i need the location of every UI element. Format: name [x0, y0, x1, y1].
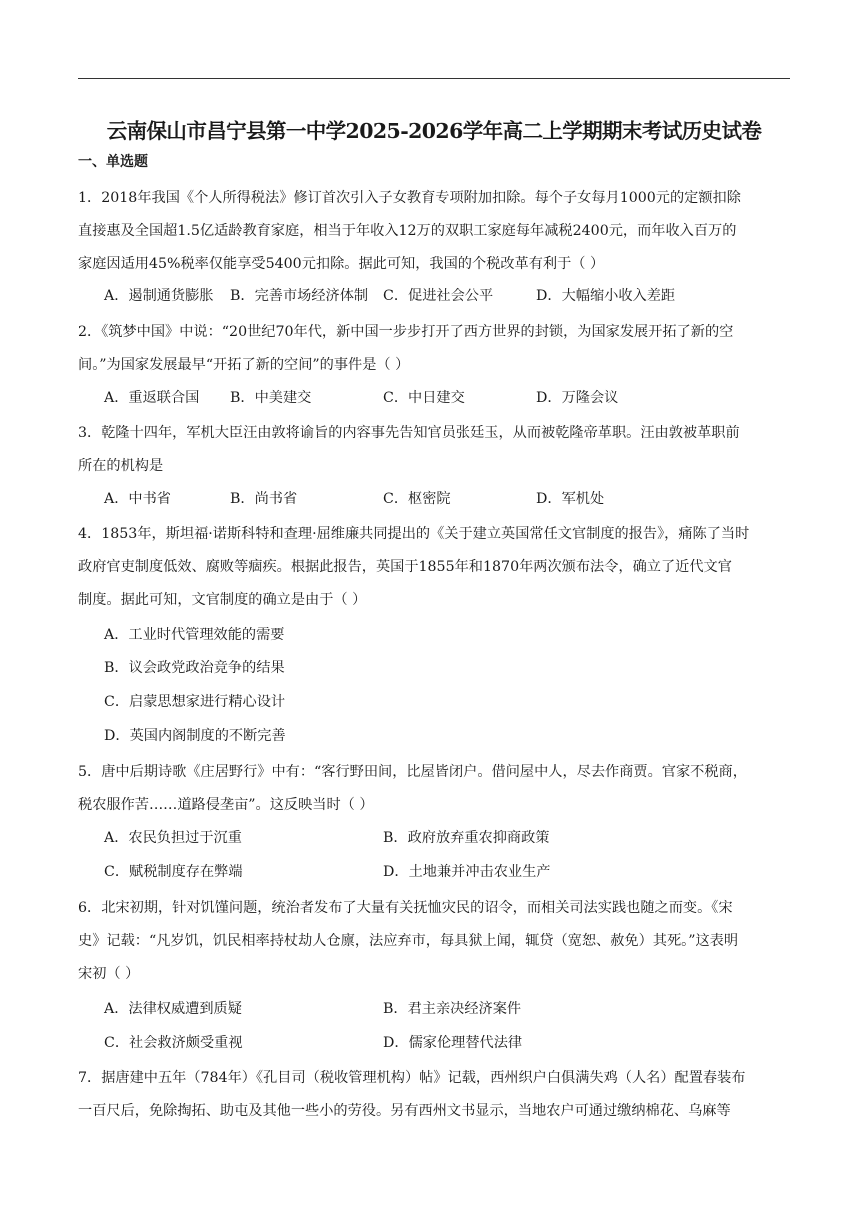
question-7-line-1: 7．据唐建中五年（784年）《孔目司（税收管理机构）帖》记载，西州织户白俱满失鸡（人名）配置春装布: [78, 1070, 746, 1086]
question-5-option-a: A．农民负担过于沉重: [104, 830, 242, 846]
question-4-line-1: 4．1853年，斯坦福·诺斯科特和查理·屈维廉共同提出的《关于建立英国常任文官制度的报告》，痛陈了当时: [78, 526, 750, 542]
question-4-line-3: 制度。据此可知，文官制度的确立是由于（ ）: [78, 592, 367, 608]
question-6-line-2: 史》记载：“凡岁饥，饥民相率持杖劫人仓廪，法应弃市，每具狱上闻，辄贷（宽恕、赦免）其死。”这表明: [78, 933, 739, 949]
question-6-line-1: 6．北宋初期，针对饥馑问题，统治者发布了大量有关抚恤灾民的诏令，而相关司法实践也随之而变。《宋: [78, 900, 733, 916]
question-3-line-2: 所在的机构是: [78, 458, 164, 474]
question-2-option-c: C．中日建交: [383, 390, 465, 406]
question-6-option-b: B．君主亲决经济案件: [383, 1001, 522, 1017]
question-6-option-d: D．儒家伦理替代法律: [383, 1035, 523, 1051]
question-1-option-b: B．完善市场经济体制: [230, 288, 369, 304]
section-heading: 一、单选题: [78, 154, 148, 170]
question-3-option-b: B．尚书省: [230, 491, 298, 507]
question-6-line-3: 宋初（ ）: [78, 966, 140, 982]
question-2-line-1: 2．《筑梦中国》中说：“20世纪70年代，新中国一步步打开了西方世界的封锁，为国家发展开拓了新的空: [78, 324, 734, 340]
question-4-line-2: 政府官吏制度低效、腐败等痼疾。根据此报告，英国于1855年和1870年两次颁布法令，确立了近代文官: [78, 559, 732, 575]
question-3-option-d: D．军机处: [536, 491, 605, 507]
question-1-line-3: 家庭因适用45%税率仅能享受5400元扣除。据此可知，我国的个税改革有利于（ ）: [78, 256, 605, 272]
question-6-option-c: C．社会救济颇受重视: [104, 1035, 243, 1051]
question-1-option-d: D．大幅缩小收入差距: [536, 288, 676, 304]
question-3-option-c: C．枢密院: [383, 491, 451, 507]
question-4-option-b: B．议会政党政治竞争的结果: [104, 660, 285, 676]
question-3-line-1: 3．乾隆十四年，军机大臣汪由敦将谕旨的内容事先告知官员张廷玉，从而被乾隆帝革职。汪由敦被革职前: [78, 425, 740, 441]
question-2-option-b: B．中美建交: [230, 390, 312, 406]
question-4-option-d: D．英国内阁制度的不断完善: [104, 728, 286, 744]
question-2-line-2: 间。”为国家发展最早“开拓了新的空间”的事件是（ ）: [78, 357, 410, 373]
question-6-option-a: A．法律权威遭到质疑: [104, 1001, 242, 1017]
question-1-option-c: C．促进社会公平: [383, 288, 494, 304]
question-4-option-a: A．工业时代管理效能的需要: [104, 627, 285, 643]
question-5-option-b: B．政府放弃重农抑商政策: [383, 830, 550, 846]
question-1-line-2: 直接惠及全国超1.5亿适龄教育家庭，相当于年收入12万的双职工家庭每年减税2400元，而年收入百万的: [78, 223, 737, 239]
question-5-option-d: D．土地兼并冲击农业生产: [383, 864, 551, 880]
question-1-line-1: 1．2018年我国《个人所得税法》修订首次引入子女教育专项附加扣除。每个子女每月1000元的定额扣除: [78, 190, 741, 206]
question-5-line-2: 税农服作苦……道路侵垄亩”。这反映当时（ ）: [78, 797, 374, 813]
question-5-line-1: 5．唐中后期诗歌《庄居野行》中有：“客行野田间，比屋皆闭户。借问屋中人，尽去作商贾。官家不税商，: [78, 764, 747, 780]
question-4-option-c: C．启蒙思想家进行精心设计: [104, 694, 286, 710]
question-2-option-a: A．重返联合国: [104, 390, 200, 406]
question-7-line-2: 一百尺后，免除掏拓、助屯及其他一些小的劳役。另有西州文书显示，当地农户可通过缴纳棉花、乌麻等: [78, 1103, 731, 1119]
top-rule: [78, 78, 790, 79]
question-3-option-a: A．中书省: [104, 491, 171, 507]
question-2-option-d: D．万隆会议: [536, 390, 619, 406]
question-1-option-a: A．遏制通货膨胀: [104, 288, 214, 304]
question-5-option-c: C．赋税制度存在弊端: [104, 864, 243, 880]
page-title: 云南保山市昌宁县第一中学2025-2026学年高二上学期期末考试历史试卷: [106, 119, 762, 143]
